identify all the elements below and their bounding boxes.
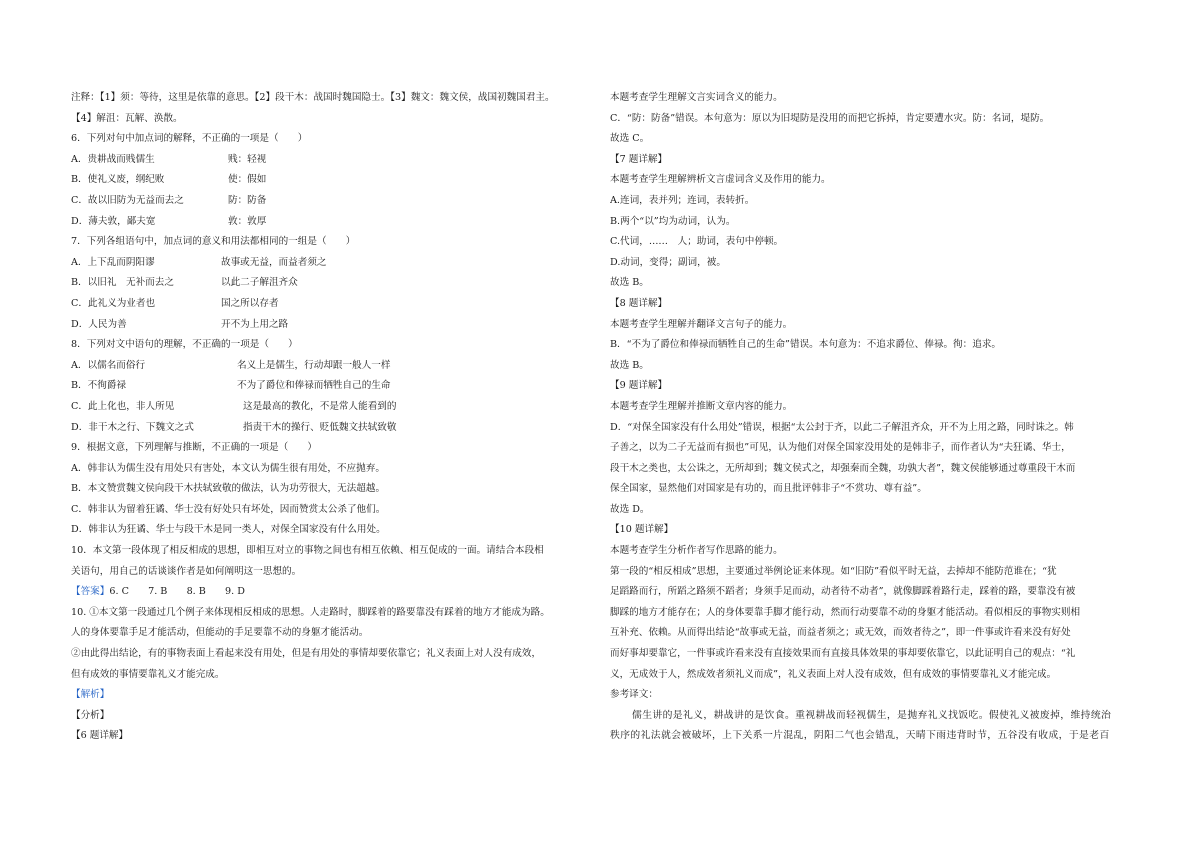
question-9-stem: 9．根据文意，下列理解与推断，不正确的一项是（ ）	[71, 442, 317, 454]
translation-block	[610, 706, 1134, 747]
q8-option-d	[71, 418, 595, 439]
q7-option-a	[71, 253, 595, 274]
q8-option-a	[71, 356, 595, 377]
analysis-label: 【解析】	[71, 689, 110, 701]
question-10-line-1: 10．本文第一段体现了相反相成的思想，即相互对立的事物之间也有相互依赖、相互促成的一面。请结合本段相	[71, 545, 544, 557]
q7-option-d	[71, 315, 595, 336]
question-10-line-2: 关语句，用自己的话谈谈作者是如何阐明这一思想的。	[71, 565, 302, 577]
q6-option-c	[71, 191, 595, 212]
right-line: 义，无成效于人，然成效者须礼义而成”，礼义表面上对人没有成效，但有成效的事情要靠礼义才能完成。	[610, 668, 1057, 680]
question-6-stem: 6．下列对句中加点词的解释，不正确的一项是（ ）	[71, 133, 308, 145]
right-line: 足蹈路而行，所蹈之路须不蹈者；身须手足而动，动者待不动者”，就像脚踩着路行走，踩着的路，要靠没有被	[610, 586, 1076, 598]
q9-option-a: A．韩非认为儒生没有用处只有害处，本文认为儒生很有用处，不应抛弃。	[71, 462, 385, 474]
right-line: C.代词，…… 人；助词，表句中停顿。	[610, 236, 784, 248]
q6-option-d-gloss: 敦：敦厚	[228, 215, 267, 227]
right-line: 本题考查学生理解并翻译文言句子的能力。	[610, 318, 793, 330]
right-line: 故选 D。	[610, 503, 650, 515]
right-line: 而好事却要靠它，一件事或许看来没有直接效果而有直接具体效果的事却要依靠它，以此证明自己的观点：“礼	[610, 648, 1076, 660]
q7-option-c-left: C．此礼义为业者也	[71, 297, 156, 309]
answer-line	[71, 582, 595, 603]
q6-option-b-text: B．使礼义废，纲纪败	[71, 174, 165, 186]
translation-line-1: 儒生讲的是礼义，耕战讲的是饮食。重视耕战而轻视儒生，是抛弃礼义找饭吃。假使礼义被废掉，维持统治	[632, 709, 1112, 721]
q9-detail-heading: 【9 题详解】	[610, 380, 668, 392]
q7-option-b-right: 以此二子解沮齐众	[221, 277, 298, 289]
q8-option-a-quote: A．以儒名而俗行	[71, 359, 146, 371]
right-line: D．“对保全国家没有什么用处”错误，根据“太公封于齐，以此二子解沮齐众，开不为上用之路，同时诛之。韩	[610, 421, 1074, 433]
answer-8: 8. B	[186, 586, 206, 598]
q8-option-b-quote: B．不徇爵禄	[71, 380, 127, 392]
right-line: B.两个“以”均为动词，认为。	[610, 215, 736, 227]
q9-option-b: B．本文赞赏魏文侯向段干木扶轼致敬的做法，认为功劳很大，无法超越。	[71, 483, 386, 495]
answer-7: 7. B	[148, 586, 168, 598]
right-line: 故选 C。	[610, 133, 650, 145]
q7-option-c-right: 国之所以存者	[221, 297, 279, 309]
right-line: 脚踩的地方才能存在；人的身体要靠手脚才能行动，然而行动要靠不动的身躯才能活动。看似相反的事物实则相	[610, 606, 1081, 618]
right-line: 本题考查学生理解辨析文言虚词含义及作用的能力。	[610, 174, 831, 186]
answer-9: 9. D	[225, 586, 245, 598]
q7-option-a-right: 故事或无益，而益者须之	[221, 256, 327, 268]
q7-option-c	[71, 294, 595, 315]
right-line: 本题考查学生理解并推断文章内容的能力。	[610, 400, 793, 412]
answer-10-line-4: 但有成效的事情要靠礼义才能完成。	[71, 668, 225, 680]
fenxi-label: 【分析】	[71, 709, 110, 721]
q6-option-d	[71, 212, 595, 233]
answer-label: 【答案】	[71, 586, 110, 598]
answer-6: 6. C	[109, 586, 129, 598]
q9-option-c: C．韩非认为留着狂谲、华士没有好处只有坏处，因而赞赏太公杀了他们。	[71, 503, 386, 515]
right-line: 子善之，以为二子无益而有损也”可见，认为他们对保全国家没用处的是韩非子，而作者认为“夫狂谲、华士，	[610, 442, 1071, 454]
q7-option-d-left: D．人民为善	[71, 318, 127, 330]
q8-option-c-meaning: 这是最高的教化，不是常人能看到的	[243, 400, 397, 412]
right-column	[610, 88, 1134, 747]
q8-option-d-quote: D．非干木之行、下魏文之式	[71, 421, 194, 433]
q7-option-b-left: B．以旧礼 无补而去之	[71, 277, 174, 289]
q7-detail-heading: 【7 题详解】	[610, 153, 668, 165]
q6-option-d-text: D．薄夫敦，鄙夫宽	[71, 215, 156, 227]
right-line: 保全国家，显然他们对国家是有功的，而且批评韩非子“不赏功、尊有益”。	[610, 483, 927, 495]
q6-option-a-text: A．贵耕战而贱儒生	[71, 153, 155, 165]
answer-10-line-1: 10. ①本文第一段通过几个例子来体现相反相成的思想。人走路时，脚踩着的路要靠没有踩着的地方才能成为路。	[71, 606, 550, 618]
right-line: D.动词，变得；副词，被。	[610, 256, 726, 268]
q9-option-d: D．韩非认为狂谲、华士与段干木是同一类人，对保全国家没有什么用处。	[71, 524, 386, 536]
q7-option-a-left: A．上下乱而阴阳谬	[71, 256, 155, 268]
q6-option-a	[71, 150, 595, 171]
right-line: 第一段的“相反相成”思想，主要通过举例论证来体现。如“旧防”看似平时无益，去掉却不能防范谁在；“犹	[610, 565, 1057, 577]
q6-option-b	[71, 170, 595, 191]
q6-option-a-gloss: 贱：轻视	[228, 153, 267, 165]
right-line: C．“防：防备”错误。本句意为：原以为旧堤防是没用的而把它拆掉，肯定要遭水灾。防：名词，堤防。	[610, 112, 1050, 124]
answer-10-line-3: ②由此得出结论，有的事物表面上看起来没有用处，但是有用处的事情却要依靠它；礼义表面上对人没有成效，	[71, 648, 542, 660]
q7-option-b	[71, 273, 595, 294]
note-line-2: 【4】解沮：瓦解、涣散。	[71, 112, 183, 124]
right-line: 本题考查学生理解文言实词含义的能力。	[610, 92, 783, 103]
q6-option-c-text: C．故以旧防为无益而去之	[71, 194, 184, 206]
left-column	[71, 88, 595, 747]
note-line-1: 注释：【1】须：等待，这里是依靠的意思。【2】段干木：战国时魏国隐士。【3】魏文：魏文侯，战国初魏国君主。	[71, 92, 555, 103]
right-line: 故选 B。	[610, 277, 649, 289]
q7-option-d-right: 开不为上用之路	[221, 318, 289, 330]
q8-detail-heading: 【8 题详解】	[610, 297, 668, 309]
q6-option-c-gloss: 防：防备	[228, 194, 267, 206]
q8-option-b-meaning: 不为了爵位和俸禄而牺牲自己的生命	[237, 380, 391, 392]
q8-option-d-meaning: 指责干木的操行、贬低魏文扶轼致敬	[243, 421, 397, 433]
reference-translation-label: 参考译文：	[610, 689, 658, 701]
right-line: 故选 B。	[610, 359, 649, 371]
q8-option-c-quote: C．此上化也，非人所见	[71, 400, 175, 412]
right-line: 段干木之类也，太公诛之，无所却到；魏文侯式之，却强秦而全魏，功孰大者”，魏文侯能够通过尊重段干木而	[610, 462, 1076, 474]
translation-line-2: 秩序的礼法就会被破坏，上下关系一片混乱，阴阳二气也会错乱，天晴下雨违背时节，五谷没有收成，于是老百	[610, 730, 1110, 742]
q8-option-c	[71, 397, 595, 418]
right-line: 本题考查学生分析作者写作思路的能力。	[610, 545, 783, 557]
right-line: A.连词，表并列；连词，表转折。	[610, 194, 755, 206]
right-line: B．“不为了爵位和俸禄而牺牲自己的生命”错误。本句意为：不追求爵位、俸禄。徇：追求。	[610, 339, 1002, 351]
q6-detail-heading: 【6 题详解】	[71, 730, 129, 742]
question-7-stem: 7．下列各组语句中，加点词的意义和用法都相同的一组是（ ）	[71, 236, 356, 248]
q6-option-b-gloss: 使：假如	[228, 174, 267, 186]
q8-option-b	[71, 376, 595, 397]
question-8-stem: 8．下列对文中语句的理解，不正确的一项是（ ）	[71, 339, 298, 351]
right-line: 互补充、依赖。从而得出结论“故事或无益，而益者须之；或无效，而效者待之”，即一件事或许看来没有好处	[610, 627, 1071, 639]
q10-detail-heading: 【10 题详解】	[610, 524, 674, 536]
q8-option-a-meaning: 名义上是儒生，行动却跟一般人一样	[237, 359, 391, 371]
answer-10-line-2: 人的身体要靠手足才能活动，但能动的手足要靠不动的身躯才能活动。	[71, 627, 369, 639]
